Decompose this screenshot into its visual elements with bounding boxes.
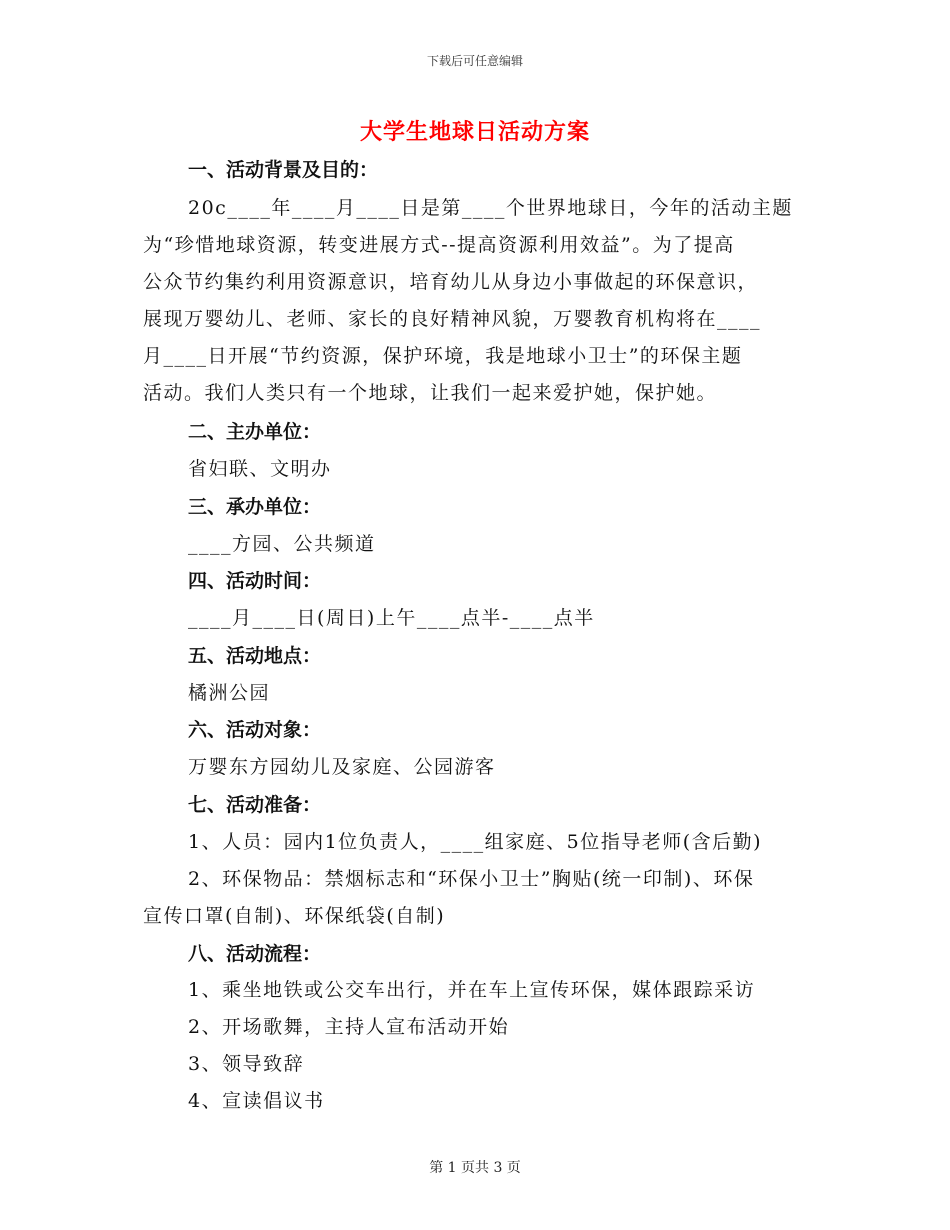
section-8-heading: 八、活动流程： (188, 943, 322, 965)
section-6-heading: 六、活动对象： (188, 719, 322, 741)
section-1-line-2: 为“珍惜地球资源，转变进展方式--提高资源利用效益”。为了提高 (143, 234, 735, 256)
section-1-line-5: 月____日开展“节约资源，保护环境，我是地球小卫士”的环保主题 (143, 345, 743, 367)
section-5-text: 橘洲公园 (188, 682, 271, 704)
section-1-line-3: 公众节约集约利用资源意识，培育幼儿从身边小事做起的环保意识， (143, 271, 759, 293)
section-2-heading: 二、主办单位： (188, 421, 322, 443)
section-6-text: 万婴东方园幼儿及家庭、公园游客 (188, 756, 496, 778)
section-7-item-2-line-1: 2、环保物品：禁烟标志和“环保小卫士”胸贴(统一印制)、环保 (188, 868, 755, 890)
header-note: 下载后可任意编辑 (426, 54, 523, 68)
section-7-item-2-line-2: 宣传口罩(自制)、环保纸袋(自制) (143, 905, 446, 927)
page-footer: 第 1 页共 3 页 (429, 1160, 521, 1176)
document-title: 大学生地球日活动方案 (359, 119, 590, 145)
section-2-text: 省妇联、文明办 (188, 458, 332, 480)
section-7-item-1: 1、人员：园内1位负责人，____组家庭、5位指导老师(含后勤) (188, 831, 763, 853)
section-7-heading: 七、活动准备： (188, 794, 322, 816)
section-8-item-4: 4、宣读倡议书 (188, 1090, 325, 1112)
section-3-heading: 三、承办单位： (188, 496, 322, 518)
section-4-heading: 四、活动时间： (188, 570, 322, 592)
section-1-line-4: 展现万婴幼儿、老师、家长的良好精神风貌，万婴教育机构将在____ (143, 308, 762, 330)
section-4-text: ____月____日(周日)上午____点半-____点半 (188, 607, 595, 629)
section-8-item-1: 1、乘坐地铁或公交车出行，并在车上宣传环保，媒体跟踪采访 (188, 979, 756, 1001)
section-8-item-2: 2、开场歌舞，主持人宣布活动开始 (188, 1016, 510, 1038)
section-5-heading: 五、活动地点： (188, 645, 322, 667)
section-1-line-6: 活动。我们人类只有一个地球，让我们一起来爱护她，保护她。 (143, 382, 718, 404)
section-8-item-3: 3、领导致辞 (188, 1053, 305, 1075)
section-1-line-1: 20c____年____月____日是第____个世界地球日，今年的活动主题 (188, 197, 793, 219)
section-3-text: ____方园、公共频道 (188, 533, 376, 555)
section-1-heading: 一、活动背景及目的： (188, 159, 379, 181)
